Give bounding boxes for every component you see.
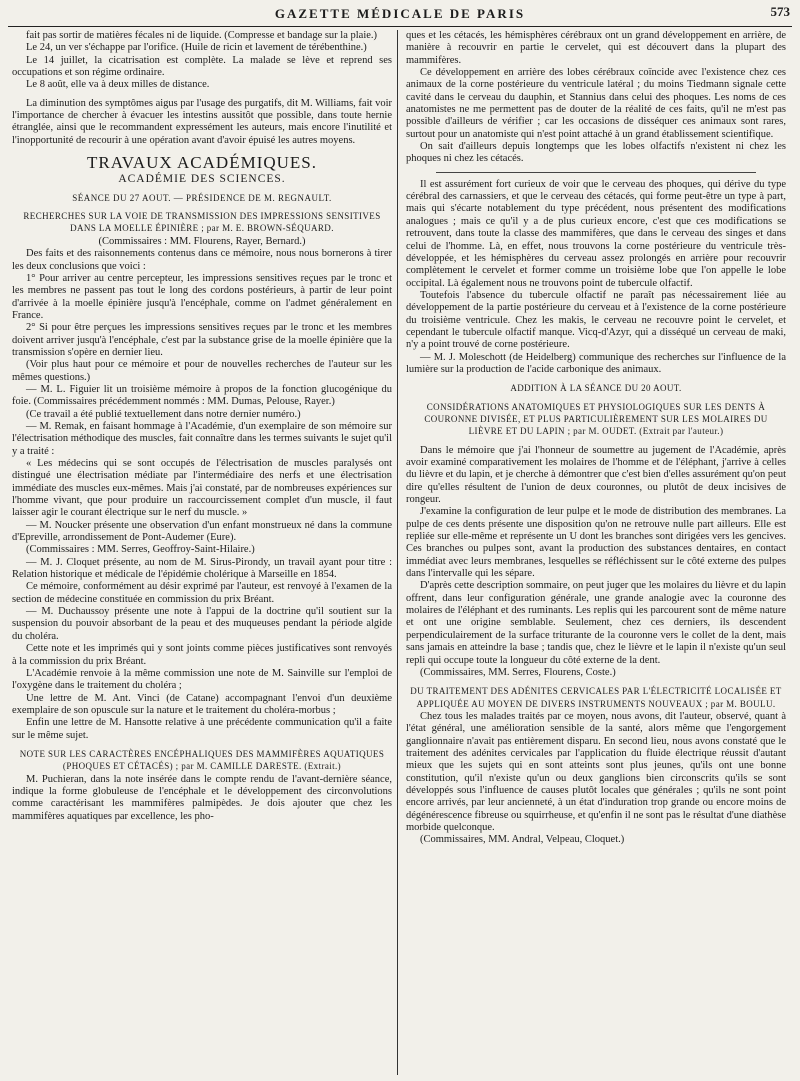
page-number: 573 bbox=[770, 4, 790, 19]
paragraph: — M. Duchaussoy présente une note à l'appui de la doctrine qu'il soutient sur la suspension du pouvoir absorbant de la peau et des muqueuses pendant la période algide du choléra. bbox=[12, 606, 392, 642]
paragraph: ques et les cétacés, les hémisphères cérébraux ont un grand développement en arrière, de manière à recouvrir en partie le cervelet, qui est découvert dans la plupart des mammifères. bbox=[406, 30, 786, 66]
paragraph: La diminution des symptômes aigus par l'usage des purgatifs, dit M. Williams, fait voir l'importance de chercher à évacuer les intestins aussitôt que possible, dans toute hernie étranglée, ainsi que le recommandent expressément les auteurs, mais encore l'inutilité et l'inopportunité de recourir à une opération avant d'avoir épuisé les autres moyens. bbox=[12, 97, 392, 146]
paragraph: 2° Si pour être perçues les impressions sensitives reçues par le tronc et les membres doivent arriver jusqu'à l'encéphale, c'est par la substance grise de la moelle épinière que la transmission s'opère en dernier lieu. bbox=[12, 322, 392, 358]
article-title: RECHERCHES SUR LA VOIE DE TRANSMISSION DES IMPRESSIONS SENSITIVES DANS LA MOELLE ÉPINIÈRE ; par M. E. BROWN-SÉQUARD. bbox=[23, 211, 381, 234]
paragraph: On sait d'ailleurs depuis longtemps que les lobes olfactifs n'existent ni chez les phoques ni chez les cétacés. bbox=[406, 141, 786, 165]
commission-line: (Commissaires : MM. Flourens, Rayer, Bernard.) bbox=[98, 235, 306, 247]
column-divider bbox=[397, 30, 398, 1075]
paragraph: Ce mémoire, conformément au désir exprimé par l'auteur, est renvoyé à l'examen de la section de médecine constituée en commission du prix Bréant. bbox=[12, 581, 392, 605]
article-title: DU TRAITEMENT DES ADÉNITES CERVICALES PAR L'ÉLECTRICITÉ LOCALISÉE ET APPLIQUÉE AU MOYEN DE DIVERS INSTRUMENTS NOUVEAUX ; par M. BOULU. bbox=[410, 686, 782, 709]
paragraph: Toutefois l'absence du tubercule olfactif ne paraît pas nécessairement liée au développement de la partie postérieure du cerveau et à l'existence de la corne postérieure du troisième ventricule. Chez les makis, le cerveau ne recouvre point le cervelet, et cependant le tubercule olfactif manque. Vicq-d'Azyr, qui a disséqué un cerveau de maki, n'y a point trouvé de corne postérieure. bbox=[406, 289, 786, 351]
commission-line: (Commissaires, MM. Serres, Flourens, Coste.) bbox=[420, 666, 616, 678]
paragraph: — M. Noucker présente une observation d'un enfant monstrueux né dans la commune d'Epreville, arrondissement de Pont-Audemer (Eure). bbox=[12, 519, 392, 544]
paragraph: M. Puchieran, dans la note insérée dans le compte rendu de l'avant-dernière séance, indique la forme globuleuse de l'encéphale et le développement des circonvolutions comme caractérisant les mammifères palmipèdes. Je dois ajouter que chez les mammifères aquatiques par excellence, les pho- bbox=[12, 773, 392, 822]
left-column bbox=[12, 30, 392, 1075]
section-title: TRAVAUX ACADÉMIQUES. bbox=[86, 153, 317, 173]
paragraph: fait pas sortir de matières fécales ni de liquide. (Compresse et bandage sur la plaie.) bbox=[26, 30, 378, 41]
paragraph: (Voir plus haut pour ce mémoire et pour de nouvelles recherches de l'auteur sur les mêmes questions.) bbox=[12, 359, 392, 383]
separator bbox=[436, 172, 756, 173]
paragraph: D'après cette description sommaire, on peut juger que les molaires du lièvre et du lapin offrent, dans leur configuration générale, une grande analogie avec la couronne des molaires de l'éléphant et des ruminants. Les replis qui les parcourent sont de même nature et ont une origine semblable. Seulement, chez ces derniers, ils descendent perpendiculairement de la surface triturante de la couronne vers le collet de la dent, mais sans jamais en atteindre la base ; tandis que, chez le lièvre et le lapin il n'existe qu'un seul repli qui occupe toute la longueur du côté externe de la dent. bbox=[406, 580, 786, 666]
paragraph: Cette note et les imprimés qui y sont joints comme pièces justificatives sont renvoyés à la commission du prix Bréant. bbox=[12, 643, 392, 667]
header-rule bbox=[8, 26, 792, 27]
paragraph: Le 14 juillet, la cicatrisation est complète. La malade se lève et reprend ses occupations et son régime ordinaire. bbox=[12, 54, 392, 79]
paragraph: Ce développement en arrière des lobes cérébraux coïncide avec l'existence chez ces animaux de la corne postérieure du ventricule latéral ; du moins Tiedmann signale cette cavité dans le cerveau du dauphin, et Stannius dans celui des phoques. Les noms de ces anatomistes ne me permettent pas de douter de la réalité de ces faits, qu'il ne m'est pas possible d'ailleurs de vérifier ; car les occasions de disséquer ces animaux sont rares, surtout pour un anatomiste qui n'est point attaché à un grand établissement scientifique. bbox=[406, 67, 786, 140]
commission-line: (Commissaires, MM. Andral, Velpeau, Cloquet.) bbox=[420, 834, 625, 846]
paragraph: « Les médecins qui se sont occupés de l'électrisation de muscles paralysés ont distingué une électrisation médiate par l'intermédiaire des nerfs et une électrisation immédiate des muscles eux-mêmes. Mais j'ai constaté, par de nombreuses expériences sur l'homme vivant, que pour produire un raccourcissement complet d'un muscle, il faut laisser agir le courant électrique sur le nerf du muscle. » bbox=[12, 458, 392, 519]
journal-title: GAZETTE MÉDICALE DE PARIS bbox=[274, 6, 526, 21]
paragraph: — M. J. Moleschott (de Heidelberg) communique des recherches sur l'influence de la lumière sur la production de l'acide carbonique des animaux. bbox=[406, 351, 786, 375]
article-title: CONSIDÉRATIONS ANATOMIQUES ET PHYSIOLOGIQUES SUR LES DENTS À COURONNE DIVISÉE, ET PLUS PARTICULIÈREMENT SUR LES MOLAIRES DU LIÈVRE ET DU LAPIN ; par M. OUDET. (Extrait par l'auteur.) bbox=[424, 401, 768, 437]
paragraph: Chez tous les malades traités par ce moyen, nous avons, dit l'auteur, observé, quant à l'état général, une amélioration sensible de la santé, alors même que l'engorgement ganglionnaire n'avait pas entièrement disparu. En second lieu, nous avons constaté que le traitement des adénites cervicales par l'application du fluide électrique réussit d'autant mieux que les sujets qui en sont atteints sont plus jeunes, qu'ils ont une bonne constitution, qu'il n'existe qu'un ou deux ganglions bien circonscrits qu'ils se sont développés sous l'influence de causes plutôt locales que générales ; qu'ils ne sont point encore arrivés, par leur ancienneté, à un état d'induration trop grande ou encore moins de dégénérescence fibreuse ou squirrheuse, et qu'enfin il ne sont pas le résultat d'une diathèse morbide quelconque. bbox=[406, 710, 786, 833]
article-title: NOTE SUR LES CARACTÈRES ENCÉPHALIQUES DES MAMMIFÈRES AQUATIQUES (PHOQUES ET CÉTACÉS) ; par M. CAMILLE DARESTE. (Extrait.) bbox=[19, 748, 385, 772]
paragraph: Dans le mémoire que j'ai l'honneur de soumettre au jugement de l'Académie, après avoir examiné comparativement les molaires de l'homme et de l'éléphant, j'arrive à celles du lièvre et du lapin, et je cherche à démontrer que c'est bien d'elles assurément qu'on peut dire qu'elles résultent de l'union de deux couronnes, ou plutôt de deux incisives de rongeur. bbox=[406, 444, 786, 506]
academy-title: ACADÉMIE DES SCIENCES. bbox=[118, 173, 286, 186]
paragraph: Il est assurément fort curieux de voir que le cerveau des phoques, qui dérive du type cérébral des carnassiers, et que le cerveau des cétacés, qui forme peut-être un type à part, mais qui s'écarte notablement du type précédent, nous présentent des modifications analogues ; mais ce qu'il y a de plus curieux encore, c'est que ces modifications se retrouvent, dans toute la classe des mammifères, que dans le cerveau des singes et dans celui de l'homme. Là, en effet, nous trouvons la corne postérieure du ventricule très-développée, et les hémisphères du cerveau assez prolongés en arrière pour recouvrir complètement le cervelet et former comme un troisième lobe que l'on appelle le lobe occipital. Là également nous ne trouvons point de tubercule olfactif. bbox=[406, 178, 786, 289]
right-column bbox=[406, 30, 786, 1075]
paragraph: (Commissaires : MM. Serres, Geoffroy-Saint-Hilaire.) bbox=[26, 544, 255, 556]
paragraph: 1° Pour arriver au centre percepteur, les impressions sensitives reçues par le tronc et les membres ne passent pas tout le long des cordons postérieurs, à partir de leur point d'arrivée à la moelle épinière jusqu'à l'encéphale, comme on l'admet généralement en France. bbox=[12, 272, 392, 321]
paragraph: Enfin une lettre de M. Hansotte relative à une précédente communication qu'il a faite sur le même sujet. bbox=[12, 717, 392, 741]
paragraph: — M. Remak, en faisant hommage à l'Académie, d'un exemplaire de son mémoire sur l'électrisation méthodique des muscles, fait connaître dans les termes suivants le sujet qu'il y a traité : bbox=[12, 420, 392, 457]
paragraph: — M. J. Cloquet présente, au nom de M. Sirus-Pirondy, un travail ayant pour titre : Relation historique et médicale de l'épidémie cholérique à Marseille en 1854. bbox=[12, 556, 392, 581]
paragraph: L'Académie renvoie à la même commission une note de M. Sainville sur l'emploi de l'oxygène dans le traitement du choléra ; bbox=[12, 667, 392, 692]
paragraph: (Ce travail a été publié textuellement dans notre dernier numéro.) bbox=[26, 408, 301, 420]
paragraph: Une lettre de M. Ant. Vinci (de Catane) accompagnant l'envoi d'un deuxième exemplaire de son opuscule sur la nature et le traitement du choléra-morbus ; bbox=[12, 692, 392, 716]
session-heading: SÉANCE DU 27 AOUT. — PRÉSIDENCE DE M. REGNAULT. bbox=[72, 192, 332, 203]
paragraph: Le 24, un ver s'échappe par l'orifice. (Huile de ricin et lavement de térébenthine.) bbox=[26, 42, 367, 54]
paragraph: — M. L. Figuier lit un troisième mémoire à propos de la fonction glucogénique du foie. (Commissaires précédemment nommés : MM. Dumas, Pelouse, Rayer.) bbox=[12, 383, 392, 408]
paragraph: J'examine la configuration de leur pulpe et le mode de distribution des membranes. La pulpe de ces dents présente une disposition qu'on ne retrouve nulle part ailleurs. Elle est repliée sur elle-même et représente un U dont les branches sont dirigées vers les gencives. Ces branches ou pulpes sont, avant la production des substances dentaires, en contact immédiat avec leurs membranes, lesquelles se réfléchissent sur le côté externe des pulpes dans l'intervalle qui les sépare. bbox=[406, 506, 786, 580]
paragraph: Le 8 août, elle va à deux milles de distance. bbox=[26, 79, 210, 91]
paragraph: Des faits et des raisonnements contenus dans ce mémoire, nous nous bornerons à tirer les deux conclusions que voici : bbox=[12, 248, 392, 272]
addition-heading: ADDITION À LA SÉANCE DU 20 AOUT. bbox=[510, 383, 682, 394]
